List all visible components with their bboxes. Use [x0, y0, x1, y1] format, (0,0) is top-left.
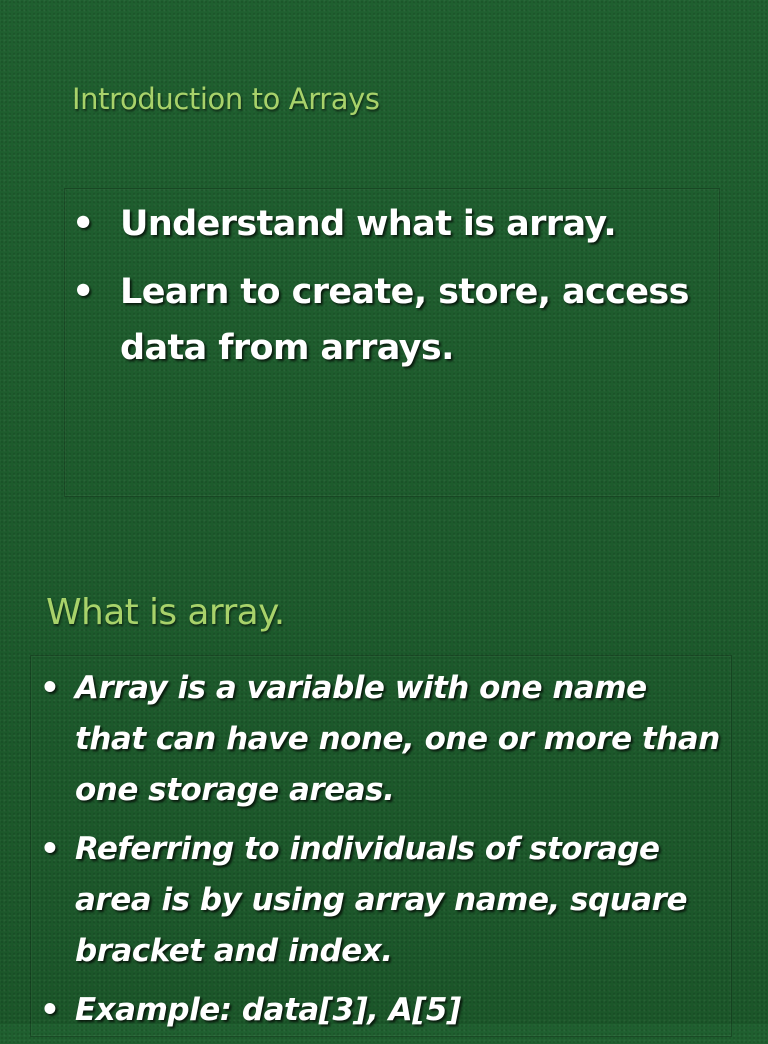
slide-title: Introduction to Arrays: [72, 82, 380, 116]
bullet-text: Array is a variable with one name that can have none, one or more than one storage areas.: [75, 670, 720, 808]
bullet-text: Learn to create, store, access data from arrays.: [120, 272, 689, 368]
bullet-text: Example: data[3], A[5]: [75, 992, 461, 1028]
bullet-icon: •: [40, 670, 60, 706]
bullet-icon: •: [40, 992, 60, 1028]
list-item: [40, 985, 725, 1036]
bullet-icon: •: [40, 831, 60, 867]
bullet-icon: •: [72, 204, 94, 244]
list-item: [72, 264, 712, 376]
definition-list: [40, 663, 725, 1044]
bullet-text: Referring to individuals of storage area is by using array name, square bracket and index.: [75, 831, 687, 969]
list-item: [72, 196, 712, 252]
section-title: What is array.: [46, 592, 285, 633]
list-item: [40, 663, 725, 816]
bullet-icon: •: [72, 272, 94, 312]
objectives-list: [72, 196, 712, 388]
bullet-text: Understand what is array.: [120, 204, 617, 244]
list-item: [40, 824, 725, 977]
